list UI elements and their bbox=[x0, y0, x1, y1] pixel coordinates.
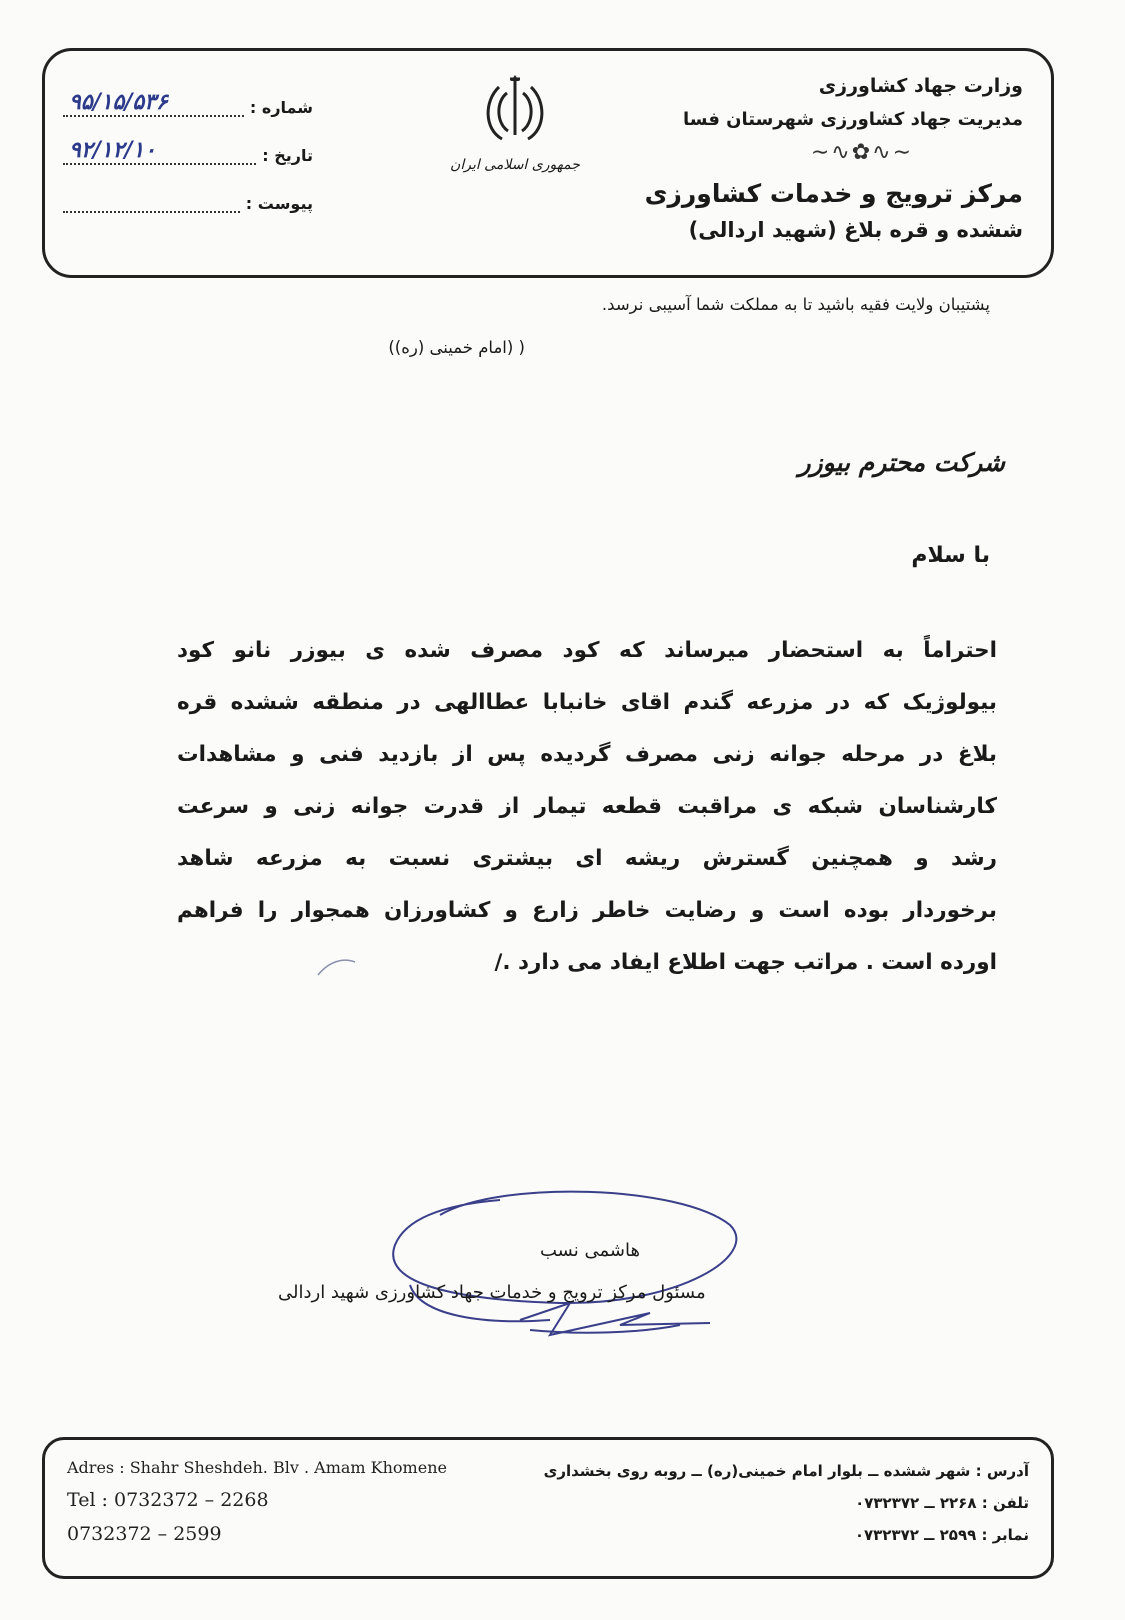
address-fa: آدرس : شهر ششده ــ بلوار امام خمینی(ره) ــ روبه روی بخشداری bbox=[543, 1462, 1029, 1480]
number-row bbox=[63, 89, 313, 117]
body-line: رشد و همچنین گسترش ریشه ای بیشتری نسبت به مزرعه شاهد bbox=[177, 846, 997, 871]
iran-emblem-icon bbox=[480, 73, 550, 151]
body-line: کارشناسان شبکه ی مراقبت قطعه تیمار از قدرت جوانه زنی و سرعت bbox=[177, 794, 997, 819]
body-line: بلاغ در مرحله جوانه زنی مصرف گردیده پس از بازدید فنی و مشاهدات bbox=[177, 742, 997, 767]
reference-block bbox=[63, 89, 313, 233]
fax-en: 0732372 – 2599 bbox=[67, 1523, 222, 1545]
date-label: تاریخ : bbox=[262, 146, 313, 165]
footer-contact-en bbox=[67, 1458, 447, 1557]
tel-fa: تلفن : ۲۲۶۸ ــ ۰۷۳۲۳۷۲ bbox=[855, 1494, 1029, 1512]
quote-source: ( (امام خمینی (ره)) bbox=[388, 338, 525, 357]
ornament-divider: ∽∿✿∿∽ bbox=[810, 140, 913, 165]
footer bbox=[42, 1437, 1054, 1579]
signatory-name: هاشمی نسب bbox=[540, 1240, 640, 1261]
letterhead bbox=[42, 48, 1054, 278]
body-line: اورده است . مراتب جهت اطلاع ایفاد می دارد ./ bbox=[494, 950, 997, 975]
directorate-name: مدیریت جهاد کشاورزی شهرستان فسا bbox=[683, 109, 1023, 130]
recipient: شرکت محترم بیوزر bbox=[798, 448, 1005, 477]
signatory-title: مسئول مرکز ترویج و خدمات جهاد کشاورزی شهید اردالی bbox=[278, 1282, 706, 1303]
tel-en: Tel : 0732372 – 2268 bbox=[67, 1489, 269, 1511]
date-value: ۹۲/۱۲/۱۰ bbox=[63, 137, 256, 165]
attachment-row bbox=[63, 185, 313, 213]
fax-fa: نمابر : ۲۵۹۹ ــ ۰۷۳۲۳۷۲ bbox=[854, 1526, 1029, 1544]
number-value: ۹۵/۱۵/۵۳۶ bbox=[63, 89, 244, 117]
handwritten-signature bbox=[320, 1185, 770, 1355]
center-title: مرکز ترویج و خدمات کشاورزی bbox=[644, 179, 1023, 208]
greeting: با سلام bbox=[911, 543, 990, 568]
ministry-name: وزارت جهاد کشاورزی bbox=[818, 75, 1023, 97]
letter-body bbox=[177, 625, 997, 989]
address-en: Adres : Shahr Sheshdeh. Blv . Amam Khomene bbox=[67, 1458, 447, 1477]
footer-contact-fa bbox=[544, 1462, 1029, 1558]
emblem bbox=[435, 73, 595, 173]
attachment-value bbox=[63, 185, 240, 213]
body-line: بیولوژیک که در مزرعه گندم اقای خانبابا عطاالهی در منطقه ششده قره bbox=[177, 690, 997, 715]
number-label: شماره : bbox=[249, 98, 313, 117]
date-row bbox=[63, 137, 313, 165]
body-line: برخوردار بوده است و رضایت خاطر زارع و کشاورزان همجوار را فراهم bbox=[177, 898, 997, 923]
attachment-label: پیوست : bbox=[245, 194, 313, 213]
emblem-caption: جمهوری اسلامی ایران bbox=[450, 157, 580, 173]
center-subtitle: ششده و قره بلاغ (شهید اردالی) bbox=[688, 218, 1023, 242]
body-line: احتراماً به استحضار میرساند که کود مصرف شده ی بیوزر نانو کود bbox=[177, 638, 997, 663]
letterhead-org-block bbox=[603, 71, 1023, 242]
quote-text: پشتیبان ولایت فقیه باشید تا به مملکت شما آسیبی نرسد. bbox=[601, 295, 990, 314]
